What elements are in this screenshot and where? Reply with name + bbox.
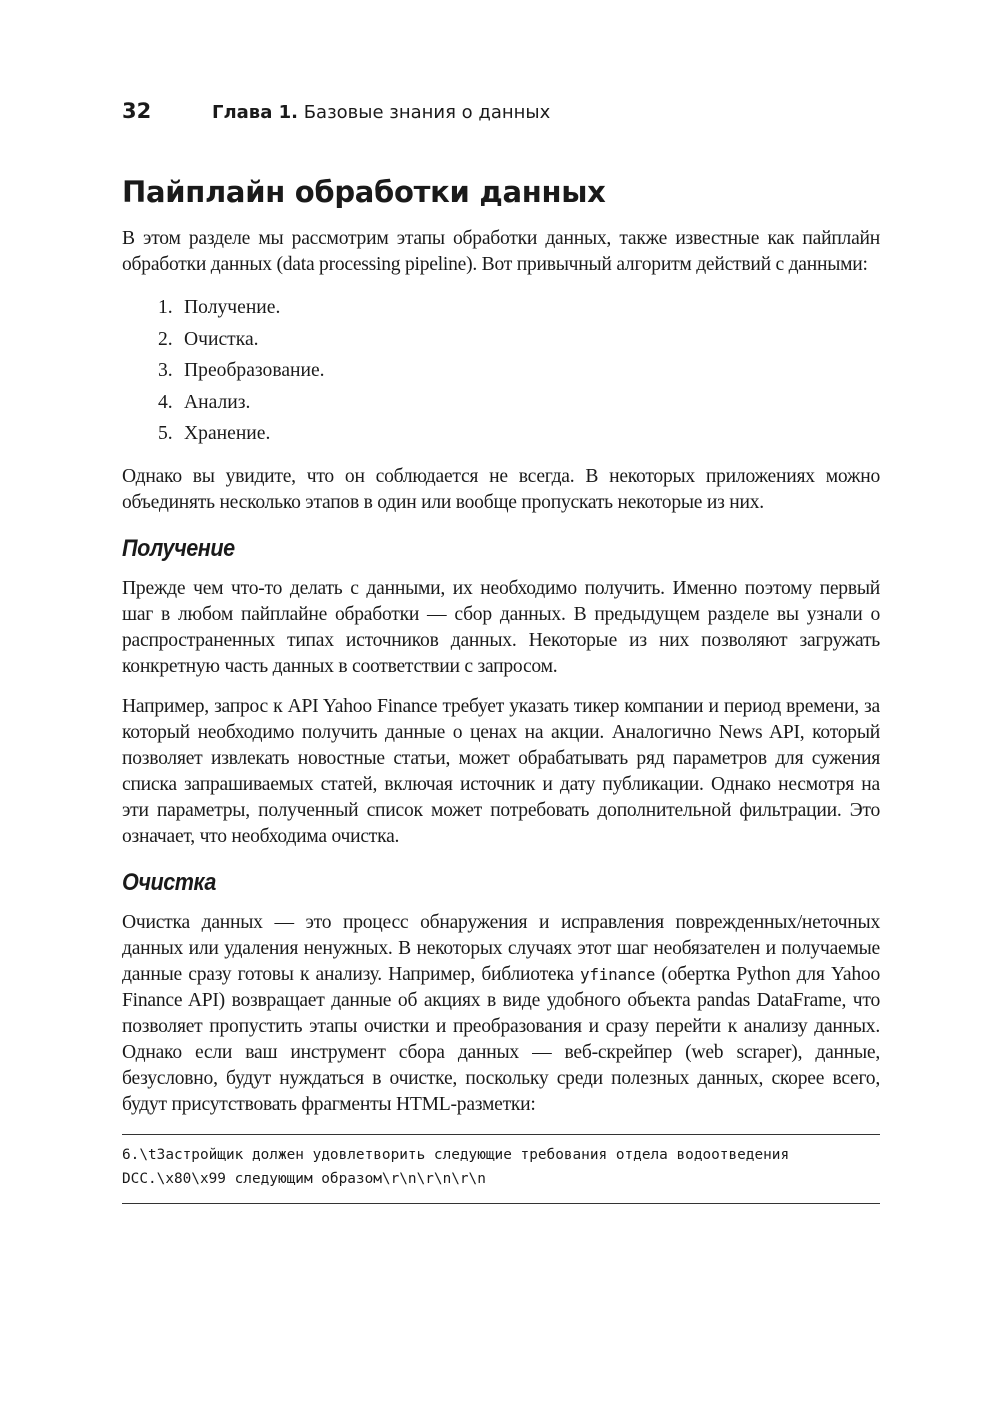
list-item-label: Преобразование. [184,360,325,381]
list-item-number: 5. [158,423,173,444]
list-item-label: Анализ. [184,391,251,413]
running-header [122,96,882,126]
after-list-paragraph: Однако вы увидите, что он соблюдается не всегда. В некоторых приложениях можно объединять несколько этапов в один или вообще пропускать некоторые из них. [122,465,880,513]
list-item [122,292,880,324]
list-item-number: 2. [158,328,173,350]
cleaning-paragraph [122,910,880,1118]
intro-paragraph: В этом разделе мы рассмотрим этапы обработки данных, также известные как пайплайн обработки данных (data processing pipeline). Вот привычный алгоритм действий с данными: [122,228,880,275]
list-item [122,324,880,356]
section-title: Пайплайн обработки данных [122,175,606,209]
list-item [122,418,880,450]
pipeline-steps-list [122,292,880,450]
page-content [122,172,880,1204]
page-number: 32 [122,99,152,123]
acquisition-paragraph-2: Например, запрос к API Yahoo Finance требует указать тикер компании и период времени, за который необходимо получить данные о ценах на акции. Аналогично News API, который позволяет извлекать новостные статьи, может обрабатывать ряд параметров для сужения списка запрашиваемых статей, включая источник и дату публикации. Однако несмотря на эти параметры, полученный список может потребовать дополнительной фильтрации. Это означает, что необходима очистка. [122,695,880,847]
list-item-number: 4. [158,391,173,413]
list-item-number: 1. [158,297,173,318]
code-line-1: 6.\tЗастройщик должен удовлетворить следующие требования отдела водоотведения [122,1146,790,1163]
list-item-label: Хранение. [184,423,271,444]
list-item-number: 3. [158,360,173,381]
list-item-label: Очистка. [184,328,259,350]
acquisition-paragraph-1: Прежде чем что-то делать с данными, их необходимо получить. Именно поэтому первый шаг в любом пайплайне обработки — сбор данных. В предыдущем разделе вы узнали о распространенных типах источников данных. Некоторые из них позволяют загружать конкретную часть данных в соответствии с запросом. [122,577,880,677]
cleaning-text-end: (обертка Python для Yahoo Finance API) возвращает данные об акциях в виде удобного объекта pandas DataFrame, что позволяет пропустить этапы очистки и преобразования и сразу перейти к анализу данных. Однако если ваш инструмент сбора данных — веб-скрейпер (web scraper), данные, безусловно, будут нуждаться в очистке, поскольку среди полезных данных, скорее всего, будут присутствовать фрагменты HTML-разметки: [122,963,880,1115]
subsection-title-cleaning: Очистка [122,868,216,896]
chapter-label: Глава 1. [212,102,298,123]
inline-code-yfinance: yfinance [580,964,656,984]
list-item [122,387,880,419]
chapter-title: Базовые знания о данных [303,102,551,123]
code-block [122,1134,880,1204]
list-item-label: Получение. [184,297,281,318]
subsection-title-acquisition: Получение [122,534,235,562]
cleaning-text-start: Очистка данных — это процесс обнаружения и исправления поврежденных/неточных данных или удаления ненужных. В некоторых случаях этот шаг необязателен и получаемые данные сразу готовы к анализу. Например, библиотека [122,911,880,985]
list-item [122,355,880,387]
code-line-2: DCC.\x80\x99 следующим образом\r\n\r\n\r\n [122,1170,486,1187]
